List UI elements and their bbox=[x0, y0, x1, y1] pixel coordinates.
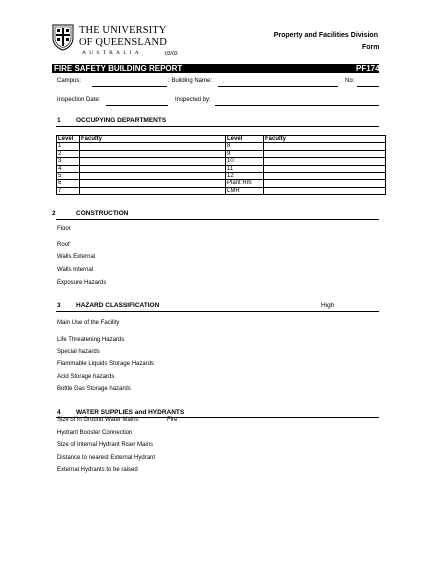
faculty-cell[interactable] bbox=[264, 143, 386, 150]
level-header: Level bbox=[57, 136, 80, 143]
water-supply-item: Size of Internal Hydrant Riser Mains bbox=[57, 442, 154, 448]
section2-rule bbox=[56, 219, 379, 220]
construction-item: Roof bbox=[57, 242, 70, 248]
hazard-item: Main Use of the Facility bbox=[57, 320, 120, 326]
faculty-cell[interactable] bbox=[264, 187, 386, 194]
university-crest-icon bbox=[52, 24, 74, 51]
university-name-line2: OF QUEENSLAND bbox=[79, 37, 167, 48]
level-cell: 8 bbox=[226, 143, 264, 150]
faculty-cell[interactable] bbox=[264, 158, 386, 165]
campus-field[interactable] bbox=[92, 86, 167, 87]
faculty-cell[interactable] bbox=[264, 173, 386, 180]
no-label: No: bbox=[345, 78, 355, 84]
level-cell: Plant Rm bbox=[226, 180, 264, 187]
faculty-cell[interactable] bbox=[80, 150, 226, 157]
building-name-field[interactable] bbox=[218, 86, 338, 87]
table-row bbox=[57, 173, 386, 180]
section3-title: HAZARD CLASSIFICATION bbox=[76, 302, 160, 309]
table-row bbox=[57, 165, 386, 172]
hazard-item: Flammable Liquids Storage Hazards bbox=[57, 361, 155, 367]
building-name-label: : Building Name: bbox=[168, 78, 213, 84]
form-date: 03/03 bbox=[165, 51, 178, 57]
section3-rule bbox=[56, 311, 379, 312]
building-no-field[interactable] bbox=[357, 86, 379, 87]
hazard-item: Life Threatening Hazards bbox=[57, 337, 125, 343]
faculty-cell[interactable] bbox=[80, 158, 226, 165]
faculty-cell[interactable] bbox=[264, 150, 386, 157]
section1-title: OCCUPYING DEPARTMENTS bbox=[76, 117, 167, 124]
faculty-cell[interactable] bbox=[80, 143, 226, 150]
hazard-item: Acid Storage hazards bbox=[57, 374, 115, 380]
hazard-item: Bottle Gas Storage hazards bbox=[57, 386, 131, 392]
faculty-cell[interactable] bbox=[80, 165, 226, 172]
faculty-cell[interactable] bbox=[264, 165, 386, 172]
faculty-cell[interactable] bbox=[80, 187, 226, 194]
form-label: Form bbox=[362, 44, 380, 51]
hazard-item: Special hazards bbox=[57, 349, 100, 355]
form-code: PF174 bbox=[356, 64, 380, 73]
report-title: FIRE SAFETY BUILDING REPORT bbox=[54, 64, 183, 73]
inspection-date-field[interactable] bbox=[106, 105, 168, 106]
division-title: Property and Facilities Division bbox=[273, 32, 378, 39]
table-row bbox=[57, 158, 386, 165]
level-cell: 5 bbox=[57, 173, 80, 180]
water-supply-item: External Hydrants to be raised bbox=[57, 467, 138, 473]
hazard-high-label: High bbox=[321, 302, 335, 309]
water-supply-item: Hydrant Booster Connection bbox=[57, 430, 133, 436]
level-cell: 9 bbox=[226, 150, 264, 157]
table-row bbox=[57, 150, 386, 157]
inspected-by-field[interactable] bbox=[215, 105, 379, 106]
level-cell: 1 bbox=[57, 143, 80, 150]
faculty-cell[interactable] bbox=[264, 180, 386, 187]
section2-title: CONSTRUCTION bbox=[76, 210, 129, 217]
campus-label: Campus: bbox=[57, 78, 82, 84]
inspection-date-label: Inspection Date: bbox=[57, 97, 101, 103]
level-cell: 2 bbox=[57, 150, 80, 157]
level-cell: 3 bbox=[57, 158, 80, 165]
level-cell: 7 bbox=[57, 187, 80, 194]
construction-item: Exposure Hazards bbox=[57, 280, 107, 286]
university-country: AUSTRALIA bbox=[82, 50, 142, 56]
section3-number: 3 bbox=[57, 302, 61, 309]
faculty-cell[interactable] bbox=[80, 173, 226, 180]
table-row bbox=[57, 143, 386, 150]
construction-item: Walls Internal bbox=[57, 267, 94, 273]
section4-title: WATER SUPPLIES and HYDRANTS bbox=[76, 409, 185, 416]
section4-number: 4 bbox=[57, 409, 61, 416]
level-cell: 11 bbox=[226, 165, 264, 172]
section1-number: 1 bbox=[57, 117, 61, 124]
faculty-header: Faculty bbox=[80, 136, 226, 143]
water-supply-item: Size of in Ground Water Mains bbox=[57, 417, 139, 423]
section1-rule bbox=[56, 126, 379, 127]
faculty-header: Faculty bbox=[264, 136, 386, 143]
level-header: Level bbox=[226, 136, 264, 143]
level-cell: LMR bbox=[226, 187, 264, 194]
level-cell: 6 bbox=[57, 180, 80, 187]
construction-item: Walls External bbox=[57, 254, 96, 260]
water-supply-item: Distance to nearest External Hydrant bbox=[57, 455, 156, 461]
level-cell: 10 bbox=[226, 158, 264, 165]
construction-item: Floor bbox=[57, 226, 71, 232]
section2-number: 2 bbox=[52, 210, 56, 217]
faculty-cell[interactable] bbox=[80, 180, 226, 187]
table-row bbox=[57, 180, 386, 187]
inspected-by-label: Inspected by: bbox=[175, 97, 211, 103]
table-header-row bbox=[57, 136, 386, 143]
level-cell: 12 bbox=[226, 173, 264, 180]
university-name-line1: THE UNIVERSITY bbox=[79, 25, 167, 36]
departments-table bbox=[56, 135, 386, 195]
table-row bbox=[57, 187, 386, 194]
level-cell: 4 bbox=[57, 165, 80, 172]
water-supply-fire-label: Fire bbox=[167, 417, 178, 423]
